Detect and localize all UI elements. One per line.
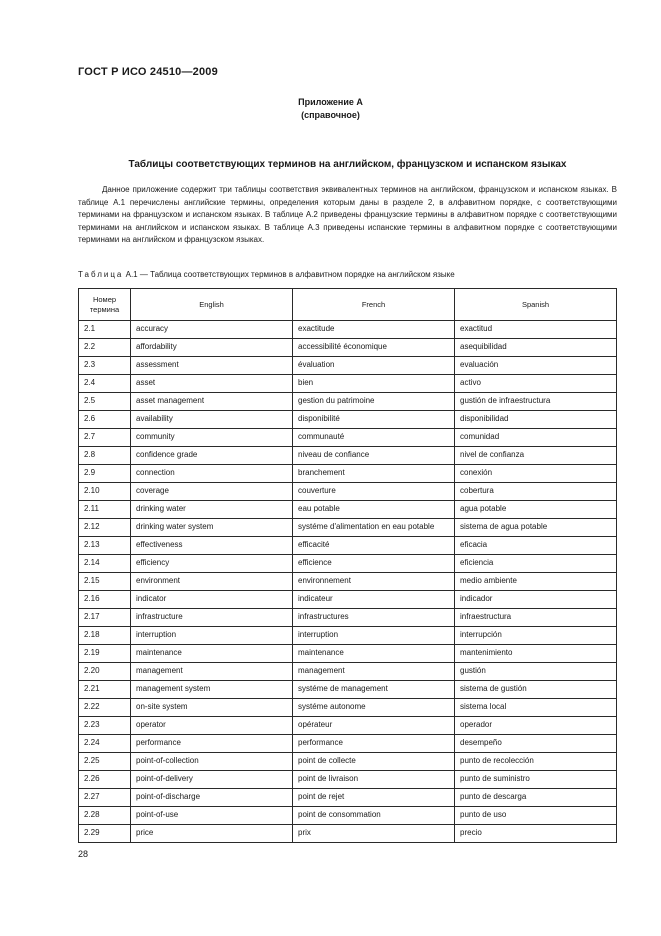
term-number-cell: 2.20 — [79, 663, 131, 681]
english-term-cell: interruption — [131, 627, 293, 645]
term-number-cell: 2.27 — [79, 789, 131, 807]
english-term-cell: point-of-delivery — [131, 771, 293, 789]
english-term-cell: performance — [131, 735, 293, 753]
french-term-cell: maintenance — [293, 645, 455, 663]
french-term-cell: interruption — [293, 627, 455, 645]
french-term-cell: exactitude — [293, 321, 455, 339]
table-row — [79, 483, 617, 501]
term-number-cell: 2.17 — [79, 609, 131, 627]
term-number-cell: 2.28 — [79, 807, 131, 825]
spanish-term-cell: exactitud — [455, 321, 617, 339]
table-row — [79, 681, 617, 699]
intro-paragraph: Данное приложение содержит три таблицы соответствия эквивалентных терминов на английском, французском и испанском языках. В таблице А.1 перечислены английские термины, определения которым даны в разделе 2, в алфавитном порядке, с соответствующими терминами на французском и испанском языках. В таблице А.2 приведены французские термины в алфавитном порядке с соответствующими терминами на английском и испанском языках. В таблице А.3 приведены испанские термины в алфавитном порядке с соответствующими терминами на английском и французском языках. — [78, 185, 617, 244]
english-term-cell: availability — [131, 411, 293, 429]
term-number-cell: 2.24 — [79, 735, 131, 753]
section-title: Таблицы соответствующих терминов на английском, французском и испанском языках — [128, 159, 567, 170]
english-term-cell: environment — [131, 573, 293, 591]
english-term-cell: point-of-collection — [131, 753, 293, 771]
english-term-cell: on-site system — [131, 699, 293, 717]
table-row — [79, 735, 617, 753]
english-term-cell: connection — [131, 465, 293, 483]
spanish-term-cell: disponibilidad — [455, 411, 617, 429]
appendix-label: Приложение А — [298, 97, 363, 107]
french-term-cell: bien — [293, 375, 455, 393]
term-number-cell: 2.29 — [79, 825, 131, 843]
english-term-cell: coverage — [131, 483, 293, 501]
french-term-cell: branchement — [293, 465, 455, 483]
french-term-cell: évaluation — [293, 357, 455, 375]
french-term-cell: systéme d'alimentation en eau potable — [293, 519, 455, 537]
spanish-term-cell: operador — [455, 717, 617, 735]
table-row — [79, 627, 617, 645]
spanish-term-cell: indicador — [455, 591, 617, 609]
table-caption-text: А.1 — Таблица соответствующих терминов в алфавитном порядке на английском языке — [125, 270, 455, 279]
table-row — [79, 717, 617, 735]
french-term-cell: gestion du patrimoine — [293, 393, 455, 411]
header-french: French — [293, 289, 455, 321]
header-english: English — [131, 289, 293, 321]
term-number-cell: 2.18 — [79, 627, 131, 645]
table-row — [79, 807, 617, 825]
table-row — [79, 663, 617, 681]
table-row — [79, 555, 617, 573]
english-term-cell: drinking water — [131, 501, 293, 519]
english-term-cell: community — [131, 429, 293, 447]
spanish-term-cell: asequibilidad — [455, 339, 617, 357]
table-row — [79, 573, 617, 591]
spanish-term-cell: conexión — [455, 465, 617, 483]
term-number-cell: 2.16 — [79, 591, 131, 609]
header-spanish: Spanish — [455, 289, 617, 321]
table-row — [79, 609, 617, 627]
term-number-cell: 2.3 — [79, 357, 131, 375]
french-term-cell: infrastructures — [293, 609, 455, 627]
english-term-cell: maintenance — [131, 645, 293, 663]
spanish-term-cell: comunidad — [455, 429, 617, 447]
term-number-cell: 2.7 — [79, 429, 131, 447]
term-number-cell: 2.2 — [79, 339, 131, 357]
french-term-cell: point de collecte — [293, 753, 455, 771]
table-row — [79, 447, 617, 465]
table-row — [79, 789, 617, 807]
english-term-cell: efficiency — [131, 555, 293, 573]
spanish-term-cell: punto de descarga — [455, 789, 617, 807]
english-term-cell: price — [131, 825, 293, 843]
term-number-cell: 2.10 — [79, 483, 131, 501]
english-term-cell: operator — [131, 717, 293, 735]
english-term-cell: management system — [131, 681, 293, 699]
table-row — [79, 339, 617, 357]
english-term-cell: accuracy — [131, 321, 293, 339]
table-row — [79, 393, 617, 411]
french-term-cell: performance — [293, 735, 455, 753]
french-term-cell: systéme de management — [293, 681, 455, 699]
table-row — [79, 825, 617, 843]
term-number-cell: 2.21 — [79, 681, 131, 699]
spanish-term-cell: infraestructura — [455, 609, 617, 627]
terms-table — [78, 288, 617, 843]
term-number-cell: 2.1 — [79, 321, 131, 339]
term-number-cell: 2.19 — [79, 645, 131, 663]
term-number-cell: 2.12 — [79, 519, 131, 537]
spanish-term-cell: evaluación — [455, 357, 617, 375]
table-row — [79, 519, 617, 537]
spanish-term-cell: gustión — [455, 663, 617, 681]
french-term-cell: point de livraison — [293, 771, 455, 789]
english-term-cell: affordability — [131, 339, 293, 357]
table-row — [79, 591, 617, 609]
page-number: 28 — [78, 849, 89, 859]
term-number-cell: 2.13 — [79, 537, 131, 555]
spanish-term-cell: medio ambiente — [455, 573, 617, 591]
english-term-cell: asset — [131, 375, 293, 393]
english-term-cell: confidence grade — [131, 447, 293, 465]
table-row — [79, 537, 617, 555]
english-term-cell: indicator — [131, 591, 293, 609]
french-term-cell: efficacité — [293, 537, 455, 555]
spanish-term-cell: sistema de gustión — [455, 681, 617, 699]
english-term-cell: assessment — [131, 357, 293, 375]
table-row — [79, 753, 617, 771]
english-term-cell: infrastructure — [131, 609, 293, 627]
table-row — [79, 699, 617, 717]
term-number-cell: 2.22 — [79, 699, 131, 717]
french-term-cell: indicateur — [293, 591, 455, 609]
table-row — [79, 465, 617, 483]
term-number-cell: 2.6 — [79, 411, 131, 429]
term-number-cell: 2.4 — [79, 375, 131, 393]
french-term-cell: systéme autonome — [293, 699, 455, 717]
table-row — [79, 501, 617, 519]
term-number-cell: 2.15 — [79, 573, 131, 591]
french-term-cell: efficience — [293, 555, 455, 573]
english-term-cell: asset management — [131, 393, 293, 411]
english-term-cell: point-of-use — [131, 807, 293, 825]
term-number-cell: 2.9 — [79, 465, 131, 483]
table-row — [79, 771, 617, 789]
term-number-cell: 2.14 — [79, 555, 131, 573]
french-term-cell: prix — [293, 825, 455, 843]
table-row — [79, 375, 617, 393]
french-term-cell: niveau de confiance — [293, 447, 455, 465]
english-term-cell: drinking water system — [131, 519, 293, 537]
term-number-cell: 2.25 — [79, 753, 131, 771]
spanish-term-cell: cobertura — [455, 483, 617, 501]
table-caption-label: Таблица — [78, 270, 124, 279]
spanish-term-cell: punto de suministro — [455, 771, 617, 789]
french-term-cell: communauté — [293, 429, 455, 447]
spanish-term-cell: nivel de confianza — [455, 447, 617, 465]
french-term-cell: eau potable — [293, 501, 455, 519]
spanish-term-cell: eficiencia — [455, 555, 617, 573]
french-term-cell: opérateur — [293, 717, 455, 735]
table-row — [79, 321, 617, 339]
table-row — [79, 411, 617, 429]
french-term-cell: point de rejet — [293, 789, 455, 807]
table-row — [79, 645, 617, 663]
spanish-term-cell: eficacia — [455, 537, 617, 555]
table-header-row — [79, 289, 617, 321]
spanish-term-cell: precio — [455, 825, 617, 843]
spanish-term-cell: punto de recolección — [455, 753, 617, 771]
term-number-cell: 2.5 — [79, 393, 131, 411]
term-number-cell: 2.23 — [79, 717, 131, 735]
french-term-cell: environnement — [293, 573, 455, 591]
header-term-number: Номер термина — [79, 289, 131, 321]
french-term-cell: management — [293, 663, 455, 681]
spanish-term-cell: interrupción — [455, 627, 617, 645]
term-number-cell: 2.11 — [79, 501, 131, 519]
spanish-term-cell: sistema de agua potable — [455, 519, 617, 537]
spanish-term-cell: gustión de infraestructura — [455, 393, 617, 411]
terms-table-body — [79, 321, 617, 843]
french-term-cell: point de consommation — [293, 807, 455, 825]
term-number-cell: 2.8 — [79, 447, 131, 465]
table-row — [79, 357, 617, 375]
english-term-cell: management — [131, 663, 293, 681]
english-term-cell: effectiveness — [131, 537, 293, 555]
table-row — [79, 429, 617, 447]
spanish-term-cell: activo — [455, 375, 617, 393]
spanish-term-cell: agua potable — [455, 501, 617, 519]
french-term-cell: accessibilité économique — [293, 339, 455, 357]
french-term-cell: couverture — [293, 483, 455, 501]
spanish-term-cell: mantenimiento — [455, 645, 617, 663]
appendix-note: (справочное) — [301, 110, 360, 120]
table-caption — [78, 270, 455, 279]
term-number-cell: 2.26 — [79, 771, 131, 789]
spanish-term-cell: sistema local — [455, 699, 617, 717]
french-term-cell: disponibilité — [293, 411, 455, 429]
english-term-cell: point-of-discharge — [131, 789, 293, 807]
spanish-term-cell: desempeño — [455, 735, 617, 753]
document-header: ГОСТ Р ИСО 24510—2009 — [78, 66, 218, 78]
spanish-term-cell: punto de uso — [455, 807, 617, 825]
